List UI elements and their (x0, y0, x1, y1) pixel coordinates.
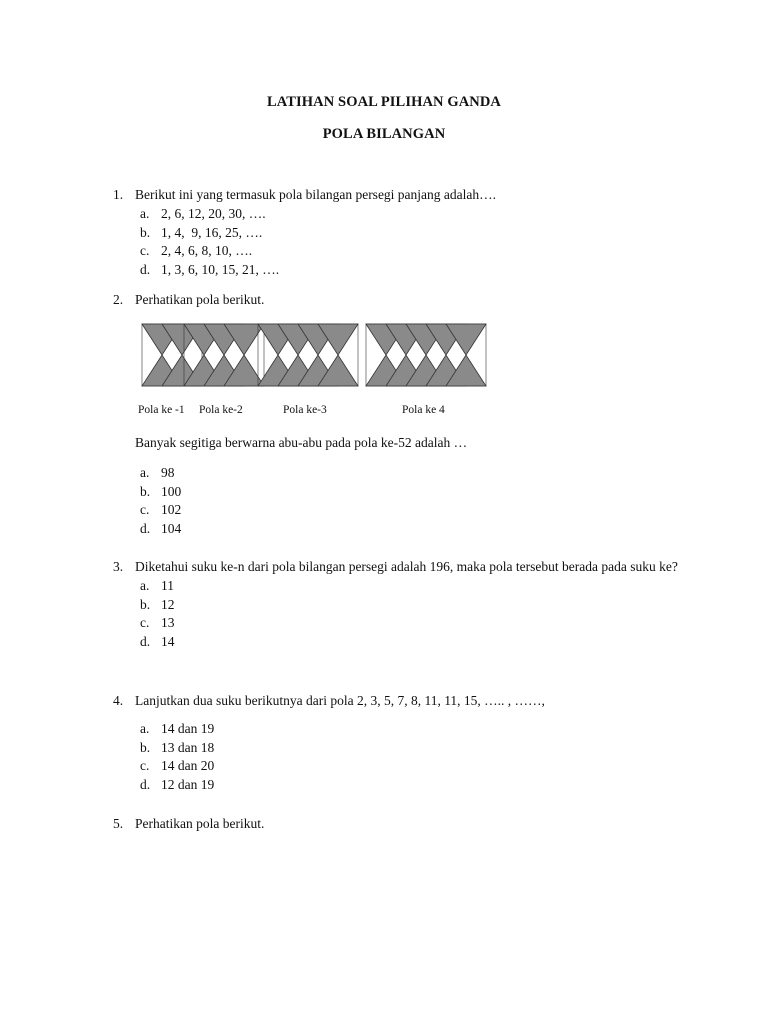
option-text: 13 (161, 615, 175, 631)
question-1 (113, 185, 683, 279)
option-d (135, 775, 683, 794)
option-text: 11 (161, 578, 174, 593)
question-number: 2. (113, 292, 124, 307)
option-text: 98 (161, 465, 175, 480)
pattern-label-1: Pola ke -1 (138, 404, 185, 416)
question-text: Diketahui suku ke-n dari pola bilangan persegi adalah 196, maka pola tersebut berada pada suku ke? (135, 559, 678, 574)
option-letter: a. (140, 721, 150, 736)
pattern-label-3: Pola ke-3 (283, 404, 327, 416)
option-text: 2, 4, 6, 8, 10, …. (161, 243, 253, 259)
question-5 (113, 814, 683, 833)
question-number: 3. (113, 559, 124, 574)
option-b (135, 223, 683, 242)
option-text: 102 (161, 502, 182, 518)
question-text: Berikut ini yang termasuk pola bilangan persegi panjang adalah…. (135, 187, 497, 202)
option-text: 14 dan 19 (161, 721, 215, 736)
option-text: 1, 4, 9, 16, 25, …. (161, 224, 263, 240)
option-letter: b. (140, 596, 151, 612)
option-letter: a. (140, 578, 150, 593)
option-d (135, 632, 683, 651)
option-list (135, 719, 683, 794)
option-c (135, 756, 683, 775)
option-text: 12 dan 19 (161, 777, 215, 793)
option-d (135, 519, 683, 538)
option-text: 12 (161, 596, 175, 612)
option-letter: b. (140, 224, 151, 240)
question-text: Perhatikan pola berikut. (135, 292, 265, 307)
option-list (135, 576, 683, 651)
question-prompt: Banyak segitiga berwarna abu-abu pada pola ke-52 adalah … (135, 435, 468, 450)
option-c (135, 241, 683, 260)
option-letter: a. (140, 206, 150, 221)
option-letter: a. (140, 465, 150, 480)
option-text: 14 dan 20 (161, 758, 215, 774)
option-letter: c. (140, 615, 150, 631)
option-a (135, 719, 683, 738)
page-title: LATIHAN SOAL PILIHAN GANDA (267, 94, 501, 110)
option-text: 100 (161, 483, 182, 499)
question-3 (113, 557, 683, 651)
option-letter: d. (140, 634, 151, 650)
pattern-label-4: Pola ke 4 (402, 404, 445, 416)
option-letter: b. (140, 739, 151, 755)
question-2 (113, 290, 683, 309)
option-letter: b. (140, 483, 151, 499)
option-d (135, 260, 683, 279)
option-a (135, 576, 683, 595)
question-number: 4. (113, 693, 124, 708)
option-a (135, 463, 683, 482)
page-subtitle: POLA BILANGAN (322, 126, 446, 142)
option-c (135, 613, 683, 632)
question-number: 5. (113, 816, 124, 831)
option-a (135, 204, 683, 223)
option-letter: c. (140, 502, 150, 518)
option-text: 14 (161, 634, 175, 650)
option-letter: c. (140, 243, 150, 259)
question-text: Lanjutkan dua suku berikutnya dari pola 2, 3, 5, 7, 8, 11, 11, 15, ….. , ……, (135, 693, 545, 708)
option-c (135, 500, 683, 519)
option-b (135, 738, 683, 757)
pattern-label-2: Pola ke-2 (199, 404, 243, 416)
question-2-body (113, 433, 683, 538)
option-text: 1, 3, 6, 10, 15, 21, …. (161, 262, 280, 278)
option-text: 2, 6, 12, 20, 30, …. (161, 206, 266, 221)
question-4 (113, 691, 683, 794)
option-letter: d. (140, 521, 151, 537)
triangle-pattern-svg (136, 323, 508, 387)
question-text: Perhatikan pola berikut. (135, 816, 265, 831)
option-text: 104 (161, 521, 182, 537)
option-list (135, 463, 683, 538)
question-number: 1. (113, 187, 124, 202)
option-text: 13 dan 18 (161, 739, 215, 755)
option-letter: d. (140, 777, 151, 793)
option-letter: c. (140, 758, 150, 774)
option-b (135, 595, 683, 614)
option-list (135, 204, 683, 279)
option-b (135, 482, 683, 501)
option-letter: d. (140, 262, 151, 278)
